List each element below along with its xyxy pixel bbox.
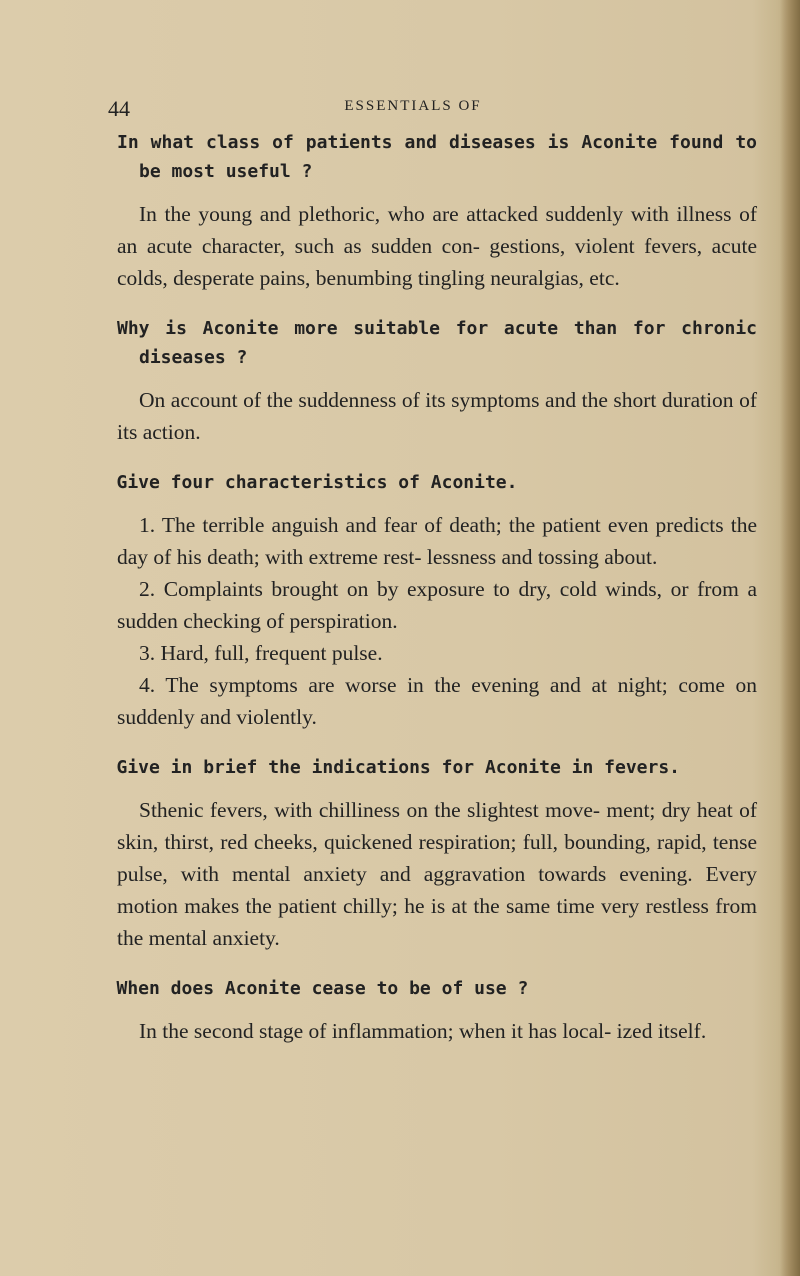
- running-head: ESSENTIALS OF: [344, 98, 482, 114]
- question-4: Give in brief the indications for Aconite in fevers.: [116, 757, 681, 778]
- page-binding-edge: [780, 0, 800, 1276]
- question-3: Give four characteristics of Aconite.: [116, 472, 518, 493]
- characteristic-1: 1. The terrible anguish and fear of death; the patient even predicts the day of his death; with extreme rest- lessness and tossing about.: [117, 513, 757, 569]
- answer-5: In the second stage of inflammation; when it has local- ized itself.: [139, 1019, 707, 1043]
- characteristic-4: 4. The symptoms are worse in the evening and at night; come on suddenly and violently.: [117, 673, 757, 729]
- answer-1: In the young and plethoric, who are attacked suddenly with illness of an acute character, such as sudden con- gestions, violent fevers, acute colds, desperate pains, benumbing tingling neuralgias, etc.: [117, 202, 757, 290]
- characteristic-2: 2. Complaints brought on by exposure to dry, cold winds, or from a sudden checking of perspiration.: [117, 577, 757, 633]
- page-header: [108, 96, 718, 122]
- question-5: When does Aconite cease to be of use ?: [116, 978, 529, 999]
- question-2: Why is Aconite more suitable for acute than for chronic diseases ?: [117, 318, 757, 368]
- question-1: In what class of patients and diseases is Aconite found to be most useful ?: [117, 132, 757, 182]
- page-body: [117, 128, 757, 1047]
- characteristic-3: 3. Hard, full, frequent pulse.: [139, 641, 383, 665]
- answer-2: On account of the suddenness of its symptoms and the short duration of its action.: [117, 388, 757, 444]
- page-number: 44: [108, 96, 130, 121]
- answer-4: Sthenic fevers, with chilliness on the slightest move- ment; dry heat of skin, thirst, red cheeks, quickened respiration; full, bounding, rapid, tense pulse, with mental anxiety and aggravation towards evening. Every motion makes the patient chilly; he is at the same time very restless from the mental anxiety.: [117, 798, 757, 950]
